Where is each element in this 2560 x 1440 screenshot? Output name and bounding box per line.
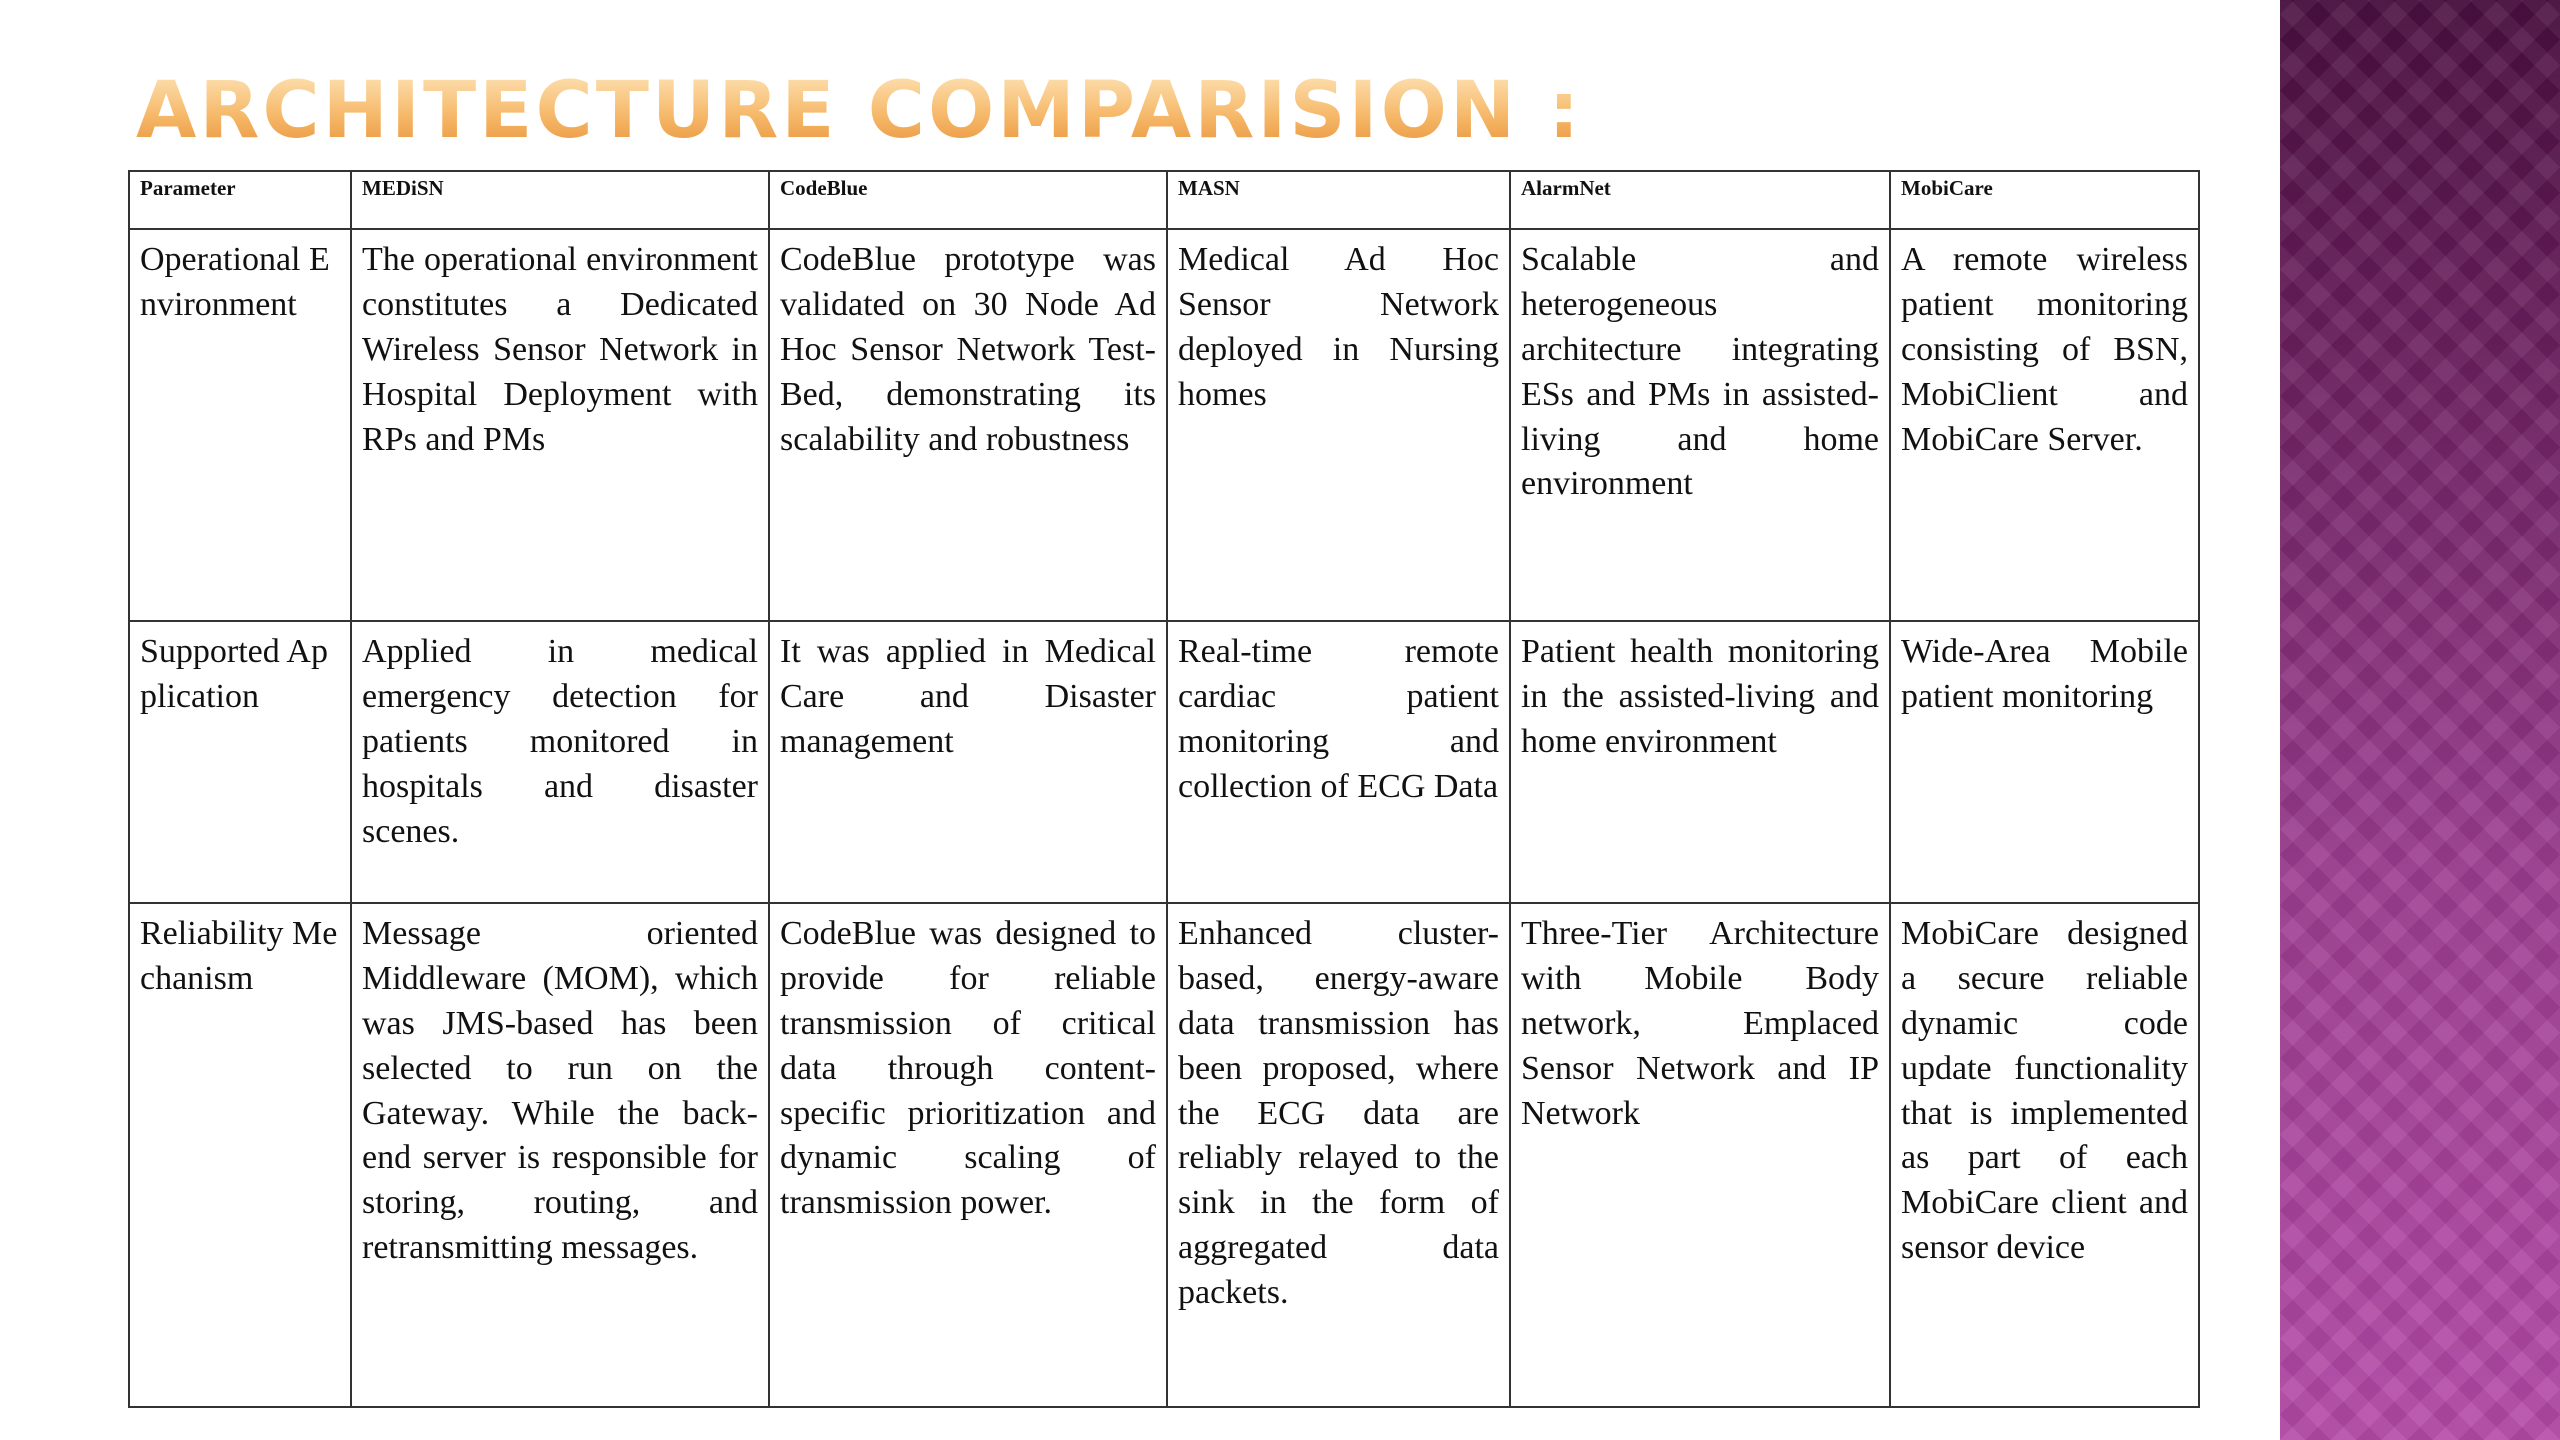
row-parameter-cell: Operational Environment [129,229,351,621]
decorative-side-band [2280,0,2560,1440]
table-cell: The operational environment constitutes a Dedicated Wireless Sensor Network in Hospital Deployment with RPs and PMs [351,229,769,621]
table-row [129,621,2199,903]
table-cell: Three-Tier Architecture with Mobile Body network, Emplaced Sensor Network and IP Network [1510,903,1890,1407]
table-cell: Message oriented Middleware (MOM), which was JMS-based has been selected to run on the Gateway. While the back-end server is responsible for storing, routing, and retransmitting messages. [351,903,769,1407]
table-row [129,229,2199,621]
header-masn: MASN [1167,171,1510,229]
header-medisn: MEDiSN [351,171,769,229]
header-alarmnet: AlarmNet [1510,171,1890,229]
header-mobicare: MobiCare [1890,171,2199,229]
slide-title: ARCHITECTURE COMPARISION : [136,66,1583,156]
table-cell: A remote wireless patient monitoring consisting of BSN, MobiClient and MobiCare Server. [1890,229,2199,621]
table-cell: Applied in medical emergency detection for patients monitored in hospitals and disaster scenes. [351,621,769,903]
table-row [129,903,2199,1407]
table-cell: CodeBlue prototype was validated on 30 Node Ad Hoc Sensor Network Test-Bed, demonstrating its scalability and robustness [769,229,1167,621]
comparison-table [128,170,2200,1408]
table-cell: It was applied in Medical Care and Disaster management [769,621,1167,903]
table-cell: Medical Ad Hoc Sensor Network deployed in Nursing homes [1167,229,1510,621]
row-parameter-cell: Supported Application [129,621,351,903]
table-cell: MobiCare designed a secure reliable dynamic code update functionality that is implemented as part of each MobiCare client and sensor device [1890,903,2199,1407]
row-parameter-cell: Reliability Mechanism [129,903,351,1407]
header-codeblue: CodeBlue [769,171,1167,229]
table-cell: CodeBlue was designed to provide for reliable transmission of critical data through content-specific prioritization and dynamic scaling of transmission power. [769,903,1167,1407]
table-cell: Real-time remote cardiac patient monitoring and collection of ECG Data [1167,621,1510,903]
table-cell: Scalable and heterogeneous architecture integrating ESs and PMs in assisted-living and home environment [1510,229,1890,621]
header-row [129,171,2199,229]
table-cell: Patient health monitoring in the assisted-living and home environment [1510,621,1890,903]
header-parameter: Parameter [129,171,351,229]
table-cell: Wide-Area Mobile patient monitoring [1890,621,2199,903]
table-cell: Enhanced cluster-based, energy-aware data transmission has been proposed, where the ECG data are reliably relayed to the sink in the form of aggregated data packets. [1167,903,1510,1407]
